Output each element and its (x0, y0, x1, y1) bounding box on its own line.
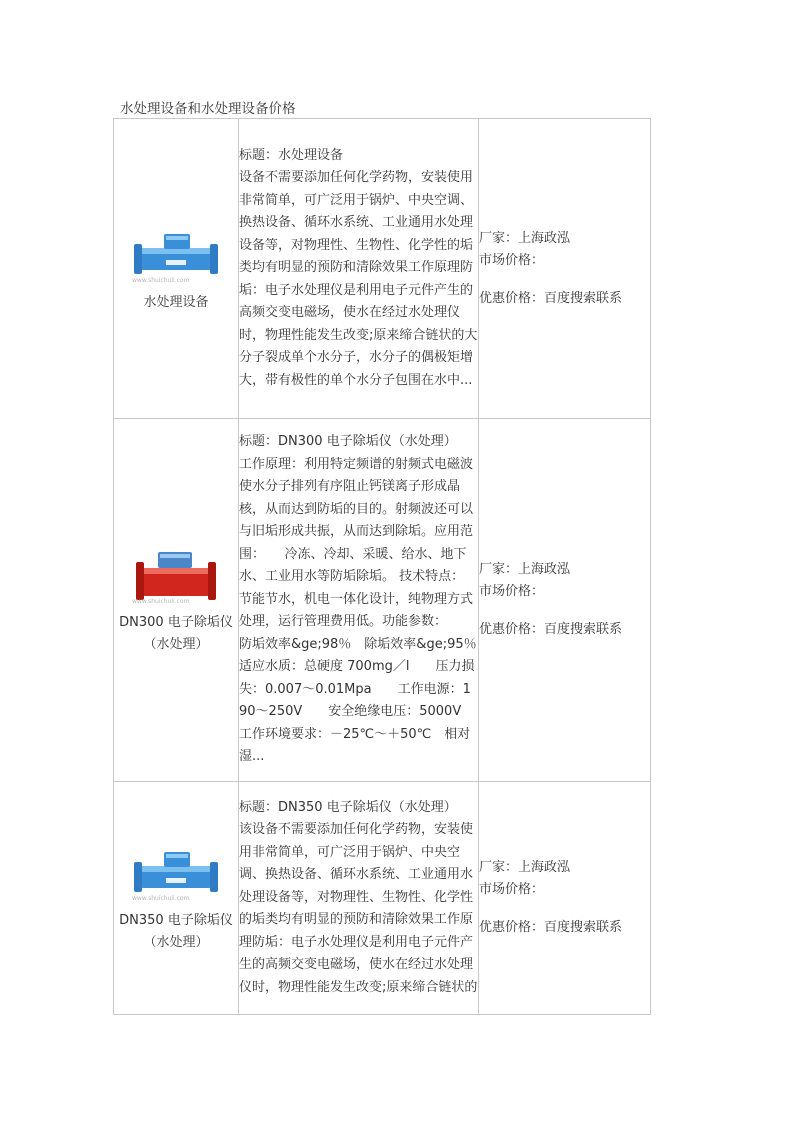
market-price: 市场价格： (479, 584, 545, 599)
product-name: DN300 电子除垢仪（水处理） (119, 615, 233, 652)
product-title (239, 431, 478, 454)
product-description-cell (239, 419, 490, 782)
page-title: 水处理设备和水处理设备价格 (120, 101, 296, 117)
product-image-cell (114, 419, 239, 782)
discount-price: 优惠价格：百度搜索联系 (479, 290, 623, 306)
product-image-cell (114, 782, 239, 1015)
product-image-cell (114, 119, 239, 419)
table-row (114, 119, 651, 419)
blue-pipe-descaler-image (128, 842, 224, 902)
manufacturer: 厂家：上海政泓 (479, 860, 571, 875)
product-title (239, 797, 478, 820)
manufacturer: 厂家：上海政泓 (479, 230, 571, 246)
title-text: DN350 电子除垢仪（水处理） (278, 799, 457, 815)
product-table (113, 118, 651, 1015)
title-prefix: 标题： (239, 799, 279, 815)
svg-text:www.shuichuli.com: www.shuichuli.com (132, 276, 190, 284)
product-name: DN350 电子除垢仪（水处理） (119, 913, 233, 950)
product-description-cell (239, 119, 479, 419)
title-prefix: 标题： (239, 434, 279, 450)
red-pipe-descaler-image (128, 544, 224, 604)
discount-price: 优惠价格：百度搜索联系 (479, 622, 623, 637)
market-price: 市场价格： (479, 882, 545, 897)
table-row (114, 419, 651, 782)
discount-price: 优惠价格：百度搜索联系 (479, 920, 623, 935)
product-name: 水处理设备 (143, 294, 209, 310)
title-text: DN300 电子除垢仪（水处理） (278, 434, 457, 450)
product-description: 工作原理：利用特定频谱的射频式电磁波使水分子排列有序阻止钙镁离子形成晶核，从而达到防垢的目的。射频波还可以与旧垢形成共振，从而达到除垢。应用范围： 冷冻、冷却、采暖、给水、地下水、工业用水等防垢除垢。 技术特点： 节能节水，机电一体化设计，纯物理方式处理，运行管理费用低。功能参数： 防垢效率&ge;98％ 除垢效率&ge;95％ 适应水质：总硬度 700mg／l 压力损失：0.007～0.01Mpa 工作电源：190～250V 安全绝缘电压：5000V 工作环境要求：－25℃～＋50℃ 相对湿... (239, 456, 490, 765)
table-row (114, 782, 651, 1015)
svg-text:www.shuichuli.com: www.shuichuli.com (132, 895, 190, 902)
title-prefix: 标题： (239, 147, 279, 163)
vendor-cell (479, 419, 651, 782)
title-text: 水处理设备 (278, 147, 344, 163)
vendor-cell (479, 782, 651, 1015)
blue-pipe-descaler-image (128, 224, 224, 284)
product-description: 该设备不需要添加任何化学药物，安装使用非常简单，可广泛用于锅炉、中央空调、换热设备、循环水系统、工业通用水处理设备等，对物理性、生物性、化学性的垢类均有明显的预防和清除效果工作原理防垢：电子水处理仪是利用电子元件产生的高频交变电磁场，使水在经过水处理仪时，物理性能发生改变;原来缔合链状的 (239, 822, 478, 995)
vendor-cell (479, 119, 651, 419)
product-description-cell (239, 782, 479, 1015)
svg-text:www.shuichuli.com: www.shuichuli.com (132, 598, 190, 604)
manufacturer: 厂家：上海政泓 (479, 562, 571, 577)
product-title (239, 145, 478, 168)
market-price: 市场价格： (479, 252, 545, 268)
product-description: 设备不需要添加任何化学药物，安装使用非常简单，可广泛用于锅炉、中央空调、换热设备、循环水系统、工业通用水处理设备等，对物理性、生物性、化学性的垢类均有明显的预防和清除效果工作原理防垢：电子水处理仪是利用电子元件产生的高频交变电磁场，使水在经过水处理仪时，物理性能发生改变;原来缔合链状的大分子裂成单个水分子，水分子的偶极矩增大，带有极性的单个水分子包围在水中... (239, 170, 478, 388)
